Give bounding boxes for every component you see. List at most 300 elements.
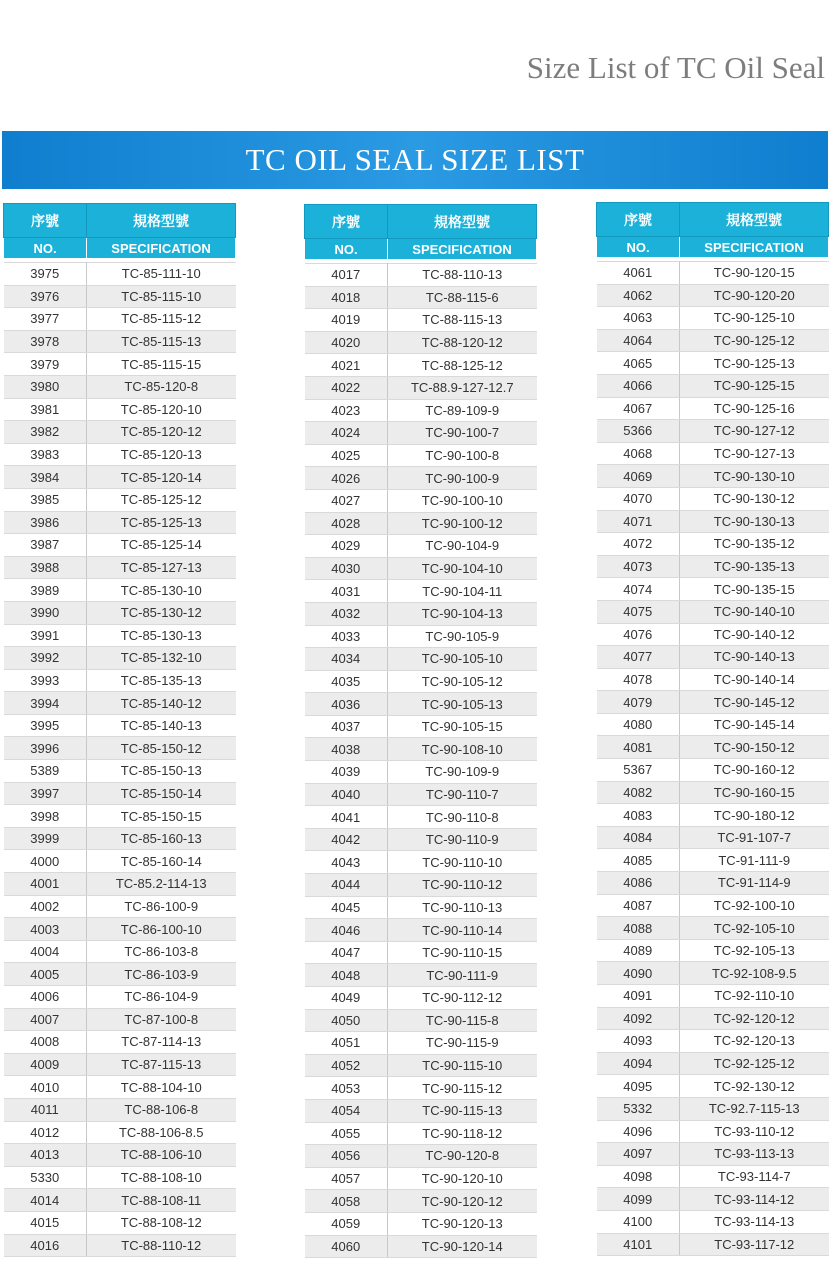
row-specification: TC-90-100-10 [388, 489, 537, 512]
row-specification: TC-90-127-12 [680, 420, 829, 443]
table-row [305, 1235, 537, 1258]
table-row [305, 1054, 537, 1077]
table-row [4, 353, 236, 376]
row-number: 4016 [4, 1234, 87, 1257]
table-row [305, 693, 537, 716]
table-row [4, 1053, 236, 1076]
row-specification: TC-85-132-10 [87, 647, 236, 670]
row-number: 4063 [597, 307, 680, 330]
row-number: 4087 [597, 894, 680, 917]
row-number: 4065 [597, 352, 680, 375]
table-row [305, 286, 537, 309]
table-row [305, 828, 537, 851]
table-row [597, 804, 829, 827]
row-specification: TC-90-125-13 [680, 352, 829, 375]
row-specification: TC-86-103-8 [87, 940, 236, 963]
row-specification: TC-85-150-12 [87, 737, 236, 760]
row-specification: TC-85-150-13 [87, 760, 236, 783]
row-number: 4039 [305, 761, 388, 784]
row-specification: TC-88-108-11 [87, 1189, 236, 1212]
row-number: 4055 [305, 1122, 388, 1145]
table-row [597, 442, 829, 465]
row-specification: TC-85-150-14 [87, 782, 236, 805]
row-number: 3990 [4, 601, 87, 624]
table-row [305, 919, 537, 942]
row-number: 4026 [305, 467, 388, 490]
table-row [597, 623, 829, 646]
row-number: 3981 [4, 398, 87, 421]
table-row [305, 874, 537, 897]
row-number: 3985 [4, 488, 87, 511]
row-number: 3997 [4, 782, 87, 805]
table-row [305, 1190, 537, 1213]
row-specification: TC-90-160-15 [680, 781, 829, 804]
row-specification: TC-90-111-9 [388, 964, 537, 987]
row-number: 4083 [597, 804, 680, 827]
row-number: 4059 [305, 1212, 388, 1235]
table-row [4, 556, 236, 579]
row-specification: TC-92-100-10 [680, 894, 829, 917]
table-row [597, 1052, 829, 1075]
table-row [4, 782, 236, 805]
table-row [597, 1210, 829, 1233]
row-number: 3978 [4, 330, 87, 353]
table-row [597, 713, 829, 736]
row-number: 4002 [4, 895, 87, 918]
table-body [305, 264, 537, 1258]
row-number: 4004 [4, 940, 87, 963]
row-specification: TC-86-100-10 [87, 918, 236, 941]
row-specification: TC-85-130-12 [87, 601, 236, 624]
row-number: 4062 [597, 284, 680, 307]
table-row [4, 692, 236, 715]
table-row [597, 1188, 829, 1211]
row-number: 3989 [4, 579, 87, 602]
table-row [305, 580, 537, 603]
row-number: 4067 [597, 397, 680, 420]
row-number: 4076 [597, 623, 680, 646]
row-number: 4024 [305, 422, 388, 445]
table-row [4, 647, 236, 670]
row-number: 4030 [305, 557, 388, 580]
table-row [597, 284, 829, 307]
row-number: 4071 [597, 510, 680, 533]
table-row [597, 781, 829, 804]
row-number: 4054 [305, 1099, 388, 1122]
row-number: 4089 [597, 939, 680, 962]
row-number: 3991 [4, 624, 87, 647]
table-row [305, 670, 537, 693]
row-number: 4052 [305, 1054, 388, 1077]
table-row [597, 1030, 829, 1053]
row-specification: TC-92.7-115-13 [680, 1097, 829, 1120]
table-row [597, 1143, 829, 1166]
row-specification: TC-85-125-14 [87, 534, 236, 557]
table-row [597, 465, 829, 488]
row-number: 4018 [305, 286, 388, 309]
row-number: 3993 [4, 669, 87, 692]
row-number: 4086 [597, 872, 680, 895]
table-row [597, 374, 829, 397]
row-specification: TC-90-104-9 [388, 535, 537, 558]
row-number: 3992 [4, 647, 87, 670]
row-specification: TC-88-108-12 [87, 1211, 236, 1234]
table-row [305, 1099, 537, 1122]
table-row [4, 421, 236, 444]
header-spec-en: SPECIFICATION [388, 239, 537, 260]
row-specification: TC-90-110-12 [388, 874, 537, 897]
header-no-en: NO. [4, 238, 87, 259]
row-number: 4014 [4, 1189, 87, 1212]
row-specification: TC-90-100-9 [388, 467, 537, 490]
row-specification: TC-85.2-114-13 [87, 873, 236, 896]
row-number: 3977 [4, 308, 87, 331]
row-specification: TC-87-100-8 [87, 1008, 236, 1031]
row-specification: TC-90-110-10 [388, 851, 537, 874]
row-specification: TC-85-160-13 [87, 827, 236, 850]
row-number: 4099 [597, 1188, 680, 1211]
row-specification: TC-90-160-12 [680, 759, 829, 782]
header-no-en: NO. [597, 237, 680, 258]
table-row [305, 489, 537, 512]
table-row [4, 601, 236, 624]
row-specification: TC-90-110-14 [388, 919, 537, 942]
header-no-en: NO. [305, 239, 388, 260]
row-specification: TC-88.9-127-12.7 [388, 376, 537, 399]
row-specification: TC-93-114-13 [680, 1210, 829, 1233]
row-number: 4061 [597, 262, 680, 285]
table-row [4, 760, 236, 783]
row-number: 4051 [305, 1032, 388, 1055]
row-number: 4013 [4, 1144, 87, 1167]
table-row [305, 1145, 537, 1168]
row-number: 5367 [597, 759, 680, 782]
row-specification: TC-90-110-8 [388, 806, 537, 829]
row-specification: TC-91-114-9 [680, 872, 829, 895]
table-row [4, 805, 236, 828]
row-number: 4047 [305, 941, 388, 964]
row-number: 3983 [4, 443, 87, 466]
row-number: 5332 [597, 1097, 680, 1120]
row-specification: TC-90-120-12 [388, 1190, 537, 1213]
table-row [597, 826, 829, 849]
row-number: 4048 [305, 964, 388, 987]
table-row [4, 1189, 236, 1212]
table-row [305, 309, 537, 332]
page-title: Size List of TC Oil Seal [526, 50, 825, 85]
table-row [4, 488, 236, 511]
row-specification: TC-93-114-12 [680, 1188, 829, 1211]
row-specification: TC-90-105-15 [388, 715, 537, 738]
row-specification: TC-85-135-13 [87, 669, 236, 692]
row-number: 3996 [4, 737, 87, 760]
table-row [4, 737, 236, 760]
row-specification: TC-88-115-13 [388, 309, 537, 332]
row-specification: TC-90-130-10 [680, 465, 829, 488]
row-number: 4078 [597, 668, 680, 691]
row-specification: TC-90-115-9 [388, 1032, 537, 1055]
row-specification: TC-87-114-13 [87, 1031, 236, 1054]
row-specification: TC-90-125-16 [680, 397, 829, 420]
table-row [4, 466, 236, 489]
row-number: 4042 [305, 828, 388, 851]
row-specification: TC-92-120-13 [680, 1030, 829, 1053]
row-specification: TC-90-120-8 [388, 1145, 537, 1168]
table-row [305, 987, 537, 1010]
row-number: 4019 [305, 309, 388, 332]
table-row [305, 896, 537, 919]
row-specification: TC-85-115-15 [87, 353, 236, 376]
row-specification: TC-90-115-8 [388, 1009, 537, 1032]
header-spec-cn: 規格型號 [680, 203, 829, 237]
header-spec-en: SPECIFICATION [680, 237, 829, 258]
row-specification: TC-93-110-12 [680, 1120, 829, 1143]
size-table-3 [596, 202, 829, 1256]
table-row [305, 1122, 537, 1145]
row-specification: TC-90-140-13 [680, 646, 829, 669]
table-row [4, 895, 236, 918]
row-number: 4012 [4, 1121, 87, 1144]
row-specification: TC-90-110-13 [388, 896, 537, 919]
header-no-cn: 序號 [4, 204, 87, 238]
row-number: 4017 [305, 264, 388, 287]
row-specification: TC-85-125-12 [87, 488, 236, 511]
row-specification: TC-86-103-9 [87, 963, 236, 986]
row-specification: TC-85-111-10 [87, 263, 236, 286]
row-number: 4049 [305, 987, 388, 1010]
table-row [305, 806, 537, 829]
row-specification: TC-90-104-13 [388, 602, 537, 625]
table-row [4, 1076, 236, 1099]
table-row [4, 1031, 236, 1054]
row-specification: TC-90-100-12 [388, 512, 537, 535]
row-specification: TC-90-100-7 [388, 422, 537, 445]
table-row [597, 1165, 829, 1188]
row-number: 4069 [597, 465, 680, 488]
row-number: 3987 [4, 534, 87, 557]
row-specification: TC-90-105-9 [388, 625, 537, 648]
table-row [305, 1032, 537, 1055]
row-number: 3998 [4, 805, 87, 828]
table-row [4, 263, 236, 286]
row-specification: TC-90-115-10 [388, 1054, 537, 1077]
table-row [597, 1233, 829, 1256]
table-row [305, 738, 537, 761]
table-row [597, 849, 829, 872]
table-row [305, 535, 537, 558]
row-number: 4021 [305, 354, 388, 377]
table-row [4, 579, 236, 602]
row-specification: TC-85-115-13 [87, 330, 236, 353]
row-specification: TC-90-105-13 [388, 693, 537, 716]
table-row [305, 964, 537, 987]
row-specification: TC-90-135-12 [680, 533, 829, 556]
table-row [4, 714, 236, 737]
header-spec-en: SPECIFICATION [87, 238, 236, 259]
table-row [597, 917, 829, 940]
row-number: 4098 [597, 1165, 680, 1188]
row-number: 3995 [4, 714, 87, 737]
row-number: 4092 [597, 1007, 680, 1030]
row-specification: TC-88-115-6 [388, 286, 537, 309]
row-specification: TC-86-100-9 [87, 895, 236, 918]
banner-title: TC OIL SEAL SIZE LIST [2, 131, 828, 189]
row-specification: TC-85-140-12 [87, 692, 236, 715]
row-number: 4101 [597, 1233, 680, 1256]
table-row [305, 1212, 537, 1235]
table-row [4, 285, 236, 308]
table-row [597, 1097, 829, 1120]
table-row [305, 557, 537, 580]
table-row [4, 534, 236, 557]
table-row [597, 668, 829, 691]
table-row [305, 331, 537, 354]
row-specification: TC-88-108-10 [87, 1166, 236, 1189]
table-row [597, 1075, 829, 1098]
row-specification: TC-92-130-12 [680, 1075, 829, 1098]
row-number: 4033 [305, 625, 388, 648]
table-row [597, 894, 829, 917]
row-specification: TC-87-115-13 [87, 1053, 236, 1076]
table-row [305, 761, 537, 784]
row-number: 4023 [305, 399, 388, 422]
row-number: 4008 [4, 1031, 87, 1054]
row-number: 4029 [305, 535, 388, 558]
row-number: 4005 [4, 963, 87, 986]
size-table-1 [3, 203, 236, 1257]
table-row [4, 398, 236, 421]
row-number: 3979 [4, 353, 87, 376]
table-row [597, 510, 829, 533]
row-number: 4066 [597, 374, 680, 397]
row-number: 4082 [597, 781, 680, 804]
row-specification: TC-90-110-9 [388, 828, 537, 851]
header-no-cn: 序號 [597, 203, 680, 237]
row-number: 4025 [305, 444, 388, 467]
table-row [597, 487, 829, 510]
row-specification: TC-88-120-12 [388, 331, 537, 354]
row-number: 4040 [305, 783, 388, 806]
row-number: 5389 [4, 760, 87, 783]
row-specification: TC-85-130-10 [87, 579, 236, 602]
row-number: 4022 [305, 376, 388, 399]
row-number: 3986 [4, 511, 87, 534]
table-row [4, 330, 236, 353]
row-specification: TC-90-130-13 [680, 510, 829, 533]
table-row [4, 308, 236, 331]
table-row [305, 602, 537, 625]
row-number: 4044 [305, 874, 388, 897]
table-row [305, 354, 537, 377]
table-row [305, 512, 537, 535]
row-specification: TC-90-112-12 [388, 987, 537, 1010]
table-row [305, 399, 537, 422]
row-number: 4072 [597, 533, 680, 556]
row-specification: TC-90-125-12 [680, 329, 829, 352]
row-specification: TC-90-140-12 [680, 623, 829, 646]
row-specification: TC-90-150-12 [680, 736, 829, 759]
row-number: 4073 [597, 555, 680, 578]
row-specification: TC-85-160-14 [87, 850, 236, 873]
row-number: 4079 [597, 691, 680, 714]
row-specification: TC-86-104-9 [87, 986, 236, 1009]
table-row [305, 264, 537, 287]
table-body [597, 262, 829, 1256]
row-specification: TC-90-109-9 [388, 761, 537, 784]
table-row [4, 1234, 236, 1257]
row-specification: TC-90-140-14 [680, 668, 829, 691]
table-row [4, 443, 236, 466]
row-specification: TC-91-107-7 [680, 826, 829, 849]
row-number: 4075 [597, 600, 680, 623]
row-number: 4001 [4, 873, 87, 896]
table-row [597, 962, 829, 985]
table-row [597, 352, 829, 375]
row-number: 3980 [4, 375, 87, 398]
row-number: 4009 [4, 1053, 87, 1076]
table-row [4, 940, 236, 963]
header-spec-cn: 規格型號 [388, 205, 537, 239]
row-number: 4011 [4, 1098, 87, 1121]
row-specification: TC-88-106-8.5 [87, 1121, 236, 1144]
row-specification: TC-90-145-14 [680, 713, 829, 736]
row-number: 4056 [305, 1145, 388, 1168]
table-row [4, 624, 236, 647]
row-number: 4031 [305, 580, 388, 603]
table-row [305, 783, 537, 806]
row-number: 4070 [597, 487, 680, 510]
row-number: 4058 [305, 1190, 388, 1213]
row-number: 4068 [597, 442, 680, 465]
row-number: 3982 [4, 421, 87, 444]
row-number: 4090 [597, 962, 680, 985]
row-specification: TC-88-106-8 [87, 1098, 236, 1121]
row-number: 4006 [4, 986, 87, 1009]
row-number: 4003 [4, 918, 87, 941]
row-number: 4007 [4, 1008, 87, 1031]
table-row [305, 648, 537, 671]
row-specification: TC-92-108-9.5 [680, 962, 829, 985]
row-number: 4000 [4, 850, 87, 873]
table-row [305, 444, 537, 467]
row-number: 4050 [305, 1009, 388, 1032]
row-number: 4045 [305, 896, 388, 919]
table-row [597, 600, 829, 623]
row-number: 4038 [305, 738, 388, 761]
row-specification: TC-85-150-15 [87, 805, 236, 828]
header-no-cn: 序號 [305, 205, 388, 239]
table-row [4, 918, 236, 941]
row-number: 4015 [4, 1211, 87, 1234]
table-row [597, 420, 829, 443]
row-specification: TC-90-108-10 [388, 738, 537, 761]
row-specification: TC-90-145-12 [680, 691, 829, 714]
table-row [4, 827, 236, 850]
row-specification: TC-92-105-13 [680, 939, 829, 962]
row-number: 4034 [305, 648, 388, 671]
row-specification: TC-90-104-11 [388, 580, 537, 603]
header-spec-cn: 規格型號 [87, 204, 236, 238]
row-specification: TC-85-140-13 [87, 714, 236, 737]
row-specification: TC-85-120-10 [87, 398, 236, 421]
row-number: 4100 [597, 1210, 680, 1233]
row-number: 3975 [4, 263, 87, 286]
row-number: 4053 [305, 1077, 388, 1100]
table-row [305, 1167, 537, 1190]
table-row [305, 1009, 537, 1032]
row-specification: TC-88-110-13 [388, 264, 537, 287]
table-row [4, 1166, 236, 1189]
